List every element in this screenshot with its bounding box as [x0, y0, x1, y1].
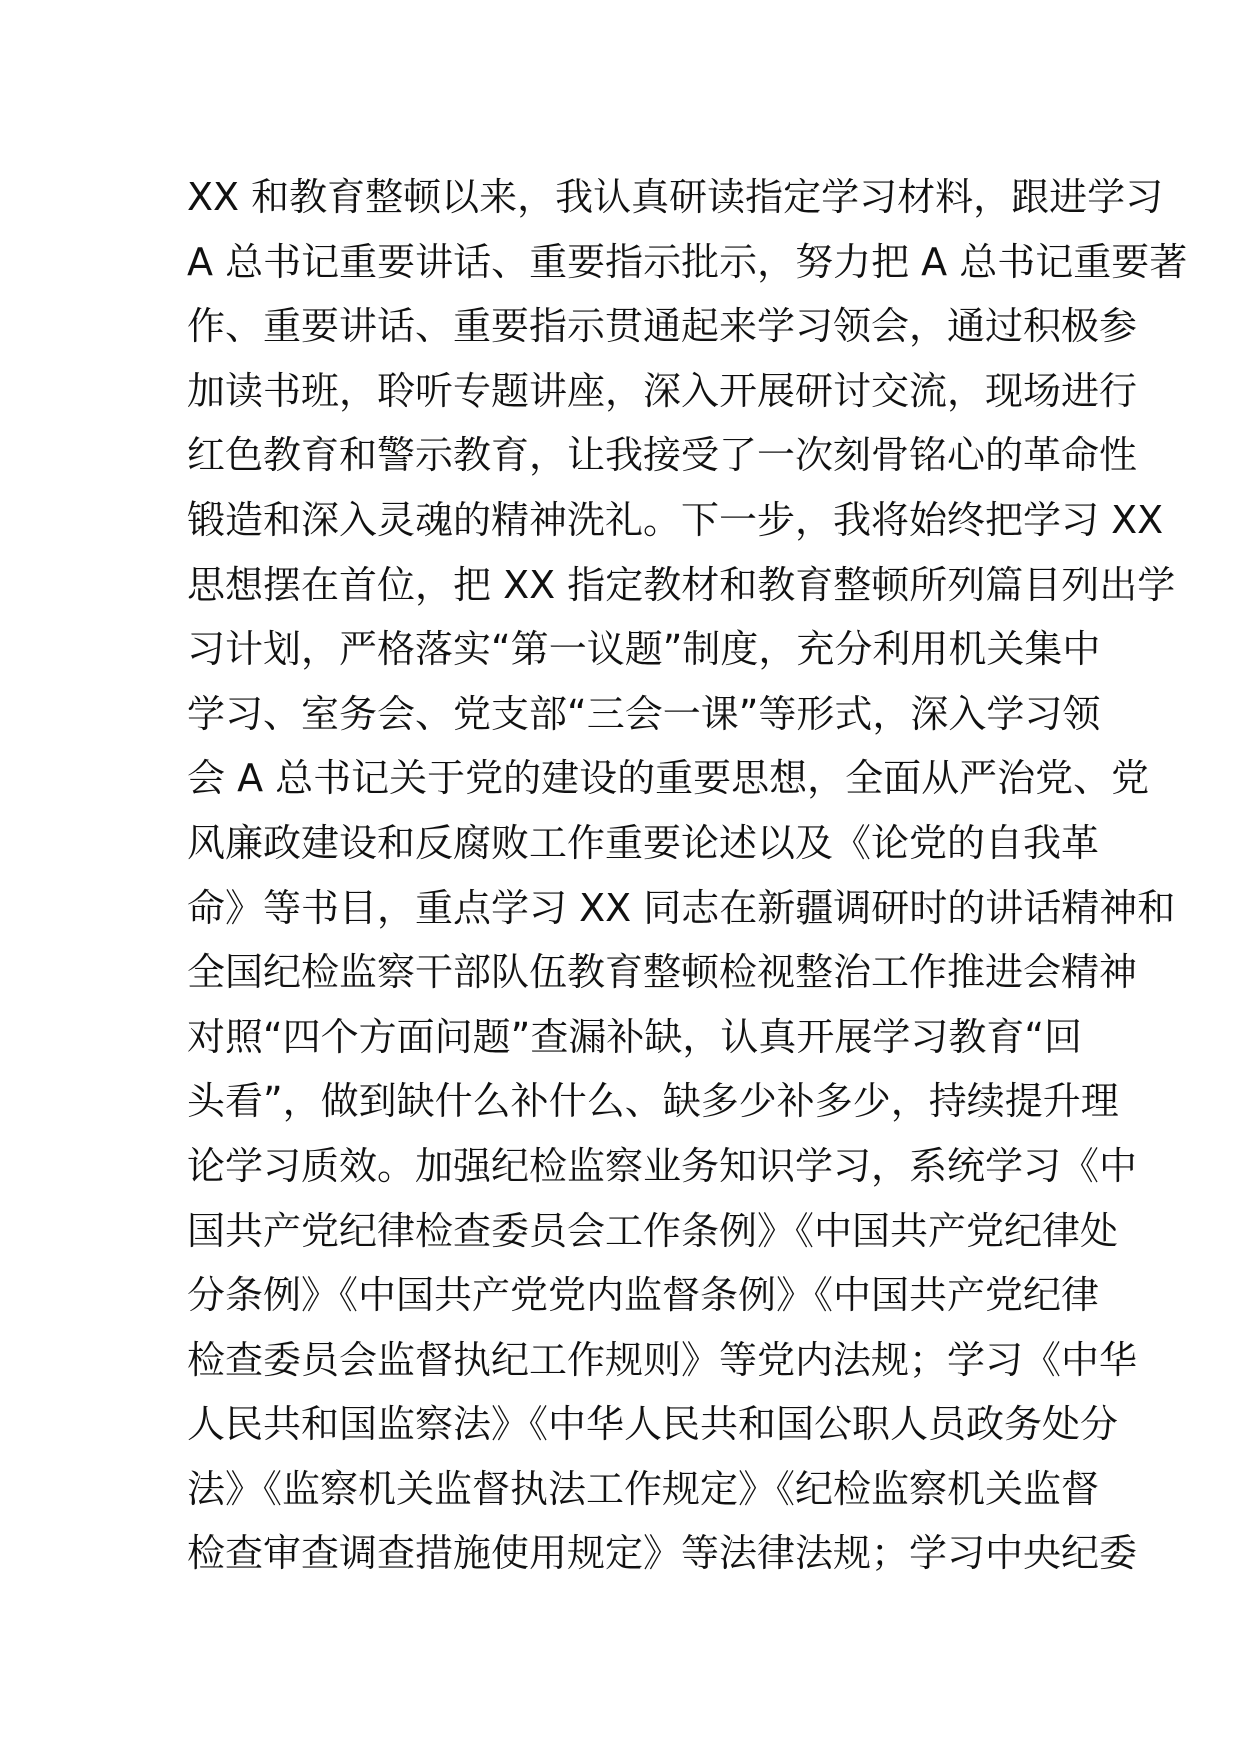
text-line-16: 论学习质效。加强纪检监察业务知识学习，系统学习《中: [187, 1143, 1138, 1188]
text-line-6: 锻造和深入灵魂的精神洗礼。下一步，我将始终把学习 XX: [187, 497, 1164, 542]
text-line-1: XX 和教育整顿以来，我认真研读指定学习材料，跟进学习: [187, 175, 1164, 219]
text-line-20: 人民共和国监察法》《中华人民共和国公职人员政务处分: [187, 1402, 1119, 1447]
text-line-12: 命》等书目，重点学习 XX 同志在新疆调研时的讲话精神和: [187, 885, 1176, 930]
text-line-14: 对照“四个方面问题”查漏补缺，认真开展学习教育“回: [187, 1014, 1083, 1059]
text-line-10: 会 A 总书记关于党的建设的重要思想，全面从严治党、党: [187, 756, 1150, 801]
text-line-9: 学习、室务会、党支部“三会一课”等形式，深入学习领: [187, 691, 1101, 736]
text-line-13: 全国纪检监察干部队伍教育整顿检视整治工作推进会精神: [187, 950, 1138, 995]
text-line-7: 思想摆在首位，把 XX 指定教材和教育整顿所列篇目列出学: [187, 562, 1176, 607]
text-line-4: 加读书班，聆听专题讲座，深入开展研讨交流，现场进行: [187, 368, 1138, 413]
text-line-22: 检查审查调查措施使用规定》等法律法规；学习中央纪委: [187, 1531, 1138, 1576]
text-line-11: 风廉政建设和反腐败工作重要论述以及《论党的自我革: [187, 820, 1100, 865]
text-line-19: 检查委员会监督执纪工作规则》等党内法规；学习《中华: [187, 1337, 1138, 1382]
text-line-18: 分条例》《中国共产党党内监督条例》《中国共产党纪律: [187, 1273, 1100, 1318]
text-line-15: 头看”，做到缺什么补什么、缺多少补多少，持续提升理: [187, 1079, 1119, 1124]
text-line-3: 作、重要讲话、重要指示贯通起来学习领会，通过积极参: [187, 304, 1138, 349]
body-paragraph: [187, 165, 1188, 1586]
text-line-21: 法》《监察机关监督执法工作规定》《纪检监察机关监督: [187, 1466, 1100, 1511]
text-line-8: 习计划，严格落实“第一议题”制度，充分利用机关集中: [187, 627, 1101, 672]
text-line-5: 红色教育和警示教育，让我接受了一次刻骨铭心的革命性: [187, 433, 1138, 478]
text-line-17: 国共产党纪律检查委员会工作条例》《中国共产党纪律处: [187, 1208, 1119, 1253]
text-line-2: A 总书记重要讲话、重要指示批示，努力把 A 总书记重要著: [187, 239, 1188, 284]
